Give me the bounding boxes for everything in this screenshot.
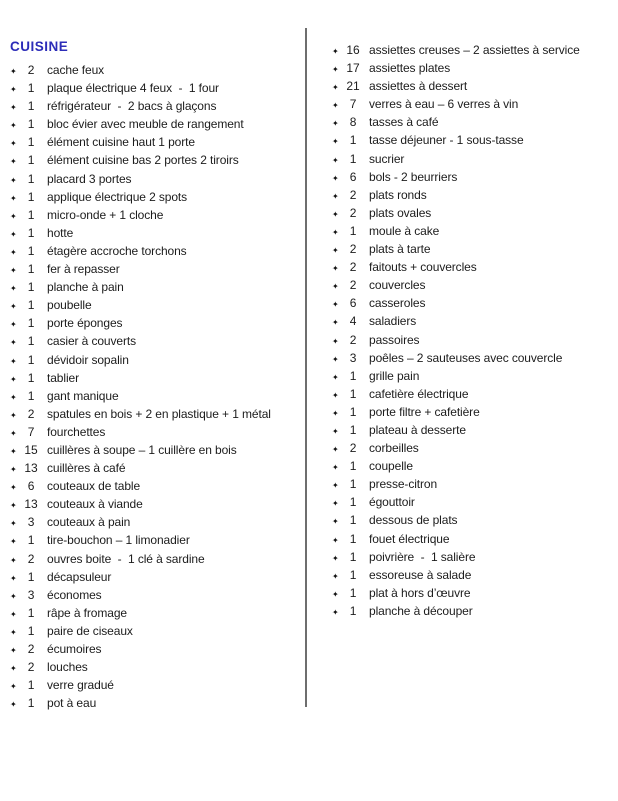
item-quantity: 6	[349, 169, 357, 184]
item-label: décapsuleur	[47, 569, 112, 584]
list-item	[10, 332, 302, 350]
list-item	[332, 602, 612, 620]
item-label: cuillères à soupe – 1 cuillère en bois	[47, 442, 237, 457]
list-item	[10, 115, 302, 133]
bullet-diamond-icon: ✦	[332, 535, 339, 545]
item-label: casier à couverts	[47, 334, 137, 349]
list-item	[332, 222, 612, 240]
item-quantity: 1	[27, 243, 35, 258]
list-item	[10, 296, 302, 314]
bullet-diamond-icon: ✦	[332, 463, 339, 473]
item-quantity: 2	[349, 332, 357, 347]
list-item	[10, 550, 302, 568]
item-quantity: 2	[349, 278, 357, 293]
item-quantity: 1	[349, 422, 357, 437]
item-quantity: 1	[27, 334, 35, 349]
item-label: poubelle	[47, 298, 92, 313]
item-label: saladiers	[369, 314, 417, 329]
item-quantity: 1	[349, 386, 357, 401]
list-item	[10, 151, 302, 169]
item-quantity: 3	[349, 350, 357, 365]
item-quantity: 13	[24, 461, 38, 476]
bullet-diamond-icon: ✦	[10, 428, 17, 438]
item-label: plaque électrique 4 feux - 1 four	[47, 81, 219, 96]
item-quantity: 2	[349, 441, 357, 456]
item-label: passoires	[369, 332, 420, 347]
item-label: plats ovales	[369, 205, 432, 220]
bullet-diamond-icon: ✦	[10, 211, 17, 221]
bullet-diamond-icon: ✦	[10, 85, 17, 95]
bullet-diamond-icon: ✦	[10, 465, 17, 475]
list-item	[332, 150, 612, 168]
list-item	[10, 61, 302, 79]
bullet-diamond-icon: ✦	[332, 426, 339, 436]
item-quantity: 1	[27, 605, 35, 620]
bullet-diamond-icon: ✦	[10, 302, 17, 312]
item-quantity: 1	[349, 585, 357, 600]
item-quantity: 1	[349, 368, 357, 383]
inventory-list-right	[332, 41, 612, 620]
list-item	[10, 658, 302, 676]
item-label: plats ronds	[369, 187, 427, 202]
item-label: fer à repasser	[47, 262, 120, 277]
list-item	[10, 586, 302, 604]
bullet-diamond-icon: ✦	[10, 284, 17, 294]
list-item	[332, 457, 612, 475]
list-item	[10, 405, 302, 423]
bullet-diamond-icon: ✦	[10, 700, 17, 710]
list-item	[10, 441, 302, 459]
item-label: bols - 2 beurriers	[369, 169, 458, 184]
list-item	[332, 475, 612, 493]
bullet-diamond-icon: ✦	[332, 246, 339, 256]
item-quantity: 1	[349, 603, 357, 618]
list-item	[332, 548, 612, 566]
list-item	[332, 385, 612, 403]
bullet-diamond-icon: ✦	[10, 646, 17, 655]
list-item	[332, 59, 612, 77]
list-item	[332, 95, 612, 113]
list-item	[332, 258, 612, 276]
item-quantity: 1	[349, 404, 357, 419]
item-label: corbeilles	[369, 441, 419, 456]
item-label: verre gradué	[47, 678, 114, 693]
item-label: micro-onde + 1 cloche	[47, 207, 164, 222]
bullet-diamond-icon: ✦	[332, 83, 339, 93]
item-quantity: 1	[27, 298, 35, 313]
item-label: verres à eau – 6 verres à vin	[369, 97, 519, 112]
bullet-diamond-icon: ✦	[10, 338, 17, 348]
bullet-diamond-icon: ✦	[332, 499, 339, 509]
item-label: louches	[47, 660, 88, 675]
item-quantity: 1	[27, 225, 35, 240]
item-quantity: 1	[27, 262, 35, 277]
bullet-diamond-icon: ✦	[332, 227, 339, 237]
item-label: assiettes creuses – 2 assiettes à service	[369, 43, 580, 57]
item-label: égouttoir	[369, 495, 415, 510]
item-label: sucrier	[369, 151, 405, 166]
list-item	[332, 168, 612, 186]
list-item	[10, 278, 302, 296]
list-item	[332, 367, 612, 385]
item-label: élément cuisine bas 2 portes 2 tiroirs	[47, 153, 239, 168]
list-item	[332, 131, 612, 149]
item-quantity: 21	[346, 79, 360, 94]
item-quantity: 1	[349, 133, 357, 148]
bullet-diamond-icon: ✦	[332, 571, 339, 581]
item-quantity: 1	[349, 531, 357, 546]
item-quantity: 1	[27, 696, 35, 711]
list-item	[332, 439, 612, 457]
bullet-diamond-icon: ✦	[10, 410, 17, 420]
item-label: tasse déjeuner - 1 sous-tasse	[369, 133, 524, 148]
item-quantity: 1	[27, 370, 35, 385]
page-title: CUISINE	[10, 39, 69, 54]
item-quantity: 1	[27, 117, 35, 132]
item-quantity: 1	[27, 81, 35, 96]
item-quantity: 4	[349, 314, 357, 329]
item-label: couteaux de table	[47, 479, 141, 494]
item-quantity: 3	[27, 587, 35, 602]
list-item	[332, 113, 612, 131]
bullet-diamond-icon: ✦	[10, 139, 17, 149]
bullet-diamond-icon: ✦	[332, 517, 339, 527]
list-item	[10, 531, 302, 549]
item-quantity: 1	[27, 153, 35, 168]
item-quantity: 1	[27, 388, 35, 403]
item-label: réfrigérateur - 2 bacs à glaçons	[47, 99, 217, 114]
item-label: porte éponges	[47, 316, 123, 331]
bullet-diamond-icon: ✦	[10, 555, 17, 565]
list-item	[332, 584, 612, 602]
item-label: ouvres boite - 1 clé à sardine	[47, 551, 205, 566]
item-quantity: 2	[349, 187, 357, 202]
list-item	[332, 312, 612, 330]
item-label: tasses à café	[369, 115, 439, 130]
item-quantity: 1	[27, 135, 35, 150]
bullet-diamond-icon: ✦	[332, 336, 339, 346]
item-label: poêles – 2 sauteuses avec couvercle	[369, 350, 563, 365]
bullet-diamond-icon: ✦	[10, 266, 17, 276]
item-quantity: 1	[349, 567, 357, 582]
item-quantity: 15	[24, 442, 38, 457]
bullet-diamond-icon: ✦	[332, 209, 339, 219]
bullet-diamond-icon: ✦	[10, 664, 17, 674]
list-item	[10, 369, 302, 387]
item-quantity: 17	[346, 61, 360, 76]
item-label: cuillères à café	[47, 461, 126, 476]
list-item	[10, 79, 302, 97]
bullet-diamond-icon: ✦	[332, 47, 339, 56]
list-item	[10, 314, 302, 332]
item-label: planche à pain	[47, 280, 124, 295]
item-label: assiettes plates	[369, 61, 451, 76]
item-quantity: 1	[349, 223, 357, 238]
list-item	[10, 260, 302, 278]
item-label: planche à découper	[369, 603, 473, 618]
list-item	[332, 493, 612, 511]
item-label: applique électrique 2 spots	[47, 189, 188, 204]
item-quantity: 1	[27, 171, 35, 186]
item-quantity: 7	[349, 97, 357, 112]
list-item	[332, 511, 612, 529]
item-quantity: 1	[349, 459, 357, 474]
bullet-diamond-icon: ✦	[332, 137, 339, 147]
bullet-diamond-icon: ✦	[10, 121, 17, 131]
bullet-diamond-icon: ✦	[332, 589, 339, 599]
bullet-diamond-icon: ✦	[332, 553, 339, 563]
bullet-diamond-icon: ✦	[332, 481, 339, 491]
bullet-diamond-icon: ✦	[332, 607, 339, 617]
item-label: placard 3 portes	[47, 171, 132, 186]
bullet-diamond-icon: ✦	[332, 191, 339, 201]
list-item	[332, 204, 612, 222]
item-label: fourchettes	[47, 424, 106, 439]
item-label: faitouts + couvercles	[369, 260, 477, 275]
list-item	[10, 568, 302, 586]
item-quantity: 1	[27, 678, 35, 693]
item-label: grille pain	[369, 368, 420, 383]
list-item	[10, 206, 302, 224]
list-item	[10, 242, 302, 260]
list-item	[332, 403, 612, 421]
item-label: bloc évier avec meuble de rangement	[47, 117, 244, 132]
item-quantity: 1	[27, 533, 35, 548]
list-item	[10, 640, 302, 658]
item-quantity: 2	[349, 260, 357, 275]
list-item	[332, 566, 612, 584]
item-quantity: 16	[346, 43, 360, 57]
item-label: cafetière électrique	[369, 386, 469, 401]
item-label: moule à cake	[369, 223, 440, 238]
list-item	[332, 530, 612, 548]
bullet-diamond-icon: ✦	[332, 390, 339, 400]
item-label: plats à tarte	[369, 242, 431, 257]
bullet-diamond-icon: ✦	[10, 446, 17, 456]
item-label: dévidoir sopalin	[47, 352, 129, 367]
bullet-diamond-icon: ✦	[10, 501, 17, 511]
list-item	[332, 186, 612, 204]
item-quantity: 6	[27, 479, 35, 494]
item-quantity: 2	[27, 660, 35, 675]
list-item	[332, 276, 612, 294]
bullet-diamond-icon: ✦	[332, 65, 339, 75]
bullet-diamond-icon: ✦	[10, 573, 17, 583]
item-label: assiettes à dessert	[369, 79, 468, 94]
bullet-diamond-icon: ✦	[10, 609, 17, 619]
item-label: râpe à fromage	[47, 605, 127, 620]
bullet-diamond-icon: ✦	[10, 374, 17, 384]
bullet-diamond-icon: ✦	[10, 247, 17, 257]
list-item	[10, 387, 302, 405]
list-item	[10, 459, 302, 477]
item-quantity: 3	[27, 515, 35, 530]
item-quantity: 2	[349, 242, 357, 257]
item-label: couteaux à viande	[47, 497, 143, 512]
item-label: écumoires	[47, 642, 102, 656]
item-label: presse-citron	[369, 477, 438, 492]
item-label: tire-bouchon – 1 limonadier	[47, 533, 190, 548]
bullet-diamond-icon: ✦	[332, 173, 339, 183]
list-item	[10, 676, 302, 694]
bullet-diamond-icon: ✦	[10, 320, 17, 330]
item-label: étagère accroche torchons	[47, 243, 187, 258]
list-item	[10, 170, 302, 188]
list-item	[332, 349, 612, 367]
item-quantity: 1	[27, 189, 35, 204]
column-divider-line	[305, 28, 307, 707]
item-label: dessous de plats	[369, 513, 458, 528]
item-quantity: 1	[27, 207, 35, 222]
list-item	[10, 133, 302, 151]
item-quantity: 7	[27, 424, 35, 439]
bullet-diamond-icon: ✦	[332, 282, 339, 292]
list-item	[332, 41, 612, 59]
list-item	[332, 77, 612, 95]
item-quantity: 2	[349, 205, 357, 220]
item-label: spatules en bois + 2 en plastique + 1 métal	[47, 406, 271, 421]
list-item	[10, 477, 302, 495]
item-label: hotte	[47, 225, 74, 240]
item-label: paire de ciseaux	[47, 623, 133, 638]
bullet-diamond-icon: ✦	[332, 119, 339, 129]
list-item	[332, 331, 612, 349]
item-label: casseroles	[369, 296, 426, 311]
item-quantity: 1	[27, 280, 35, 295]
bullet-diamond-icon: ✦	[10, 483, 17, 493]
list-item	[10, 351, 302, 369]
item-label: cache feux	[47, 63, 105, 77]
bullet-diamond-icon: ✦	[10, 193, 17, 203]
bullet-diamond-icon: ✦	[10, 175, 17, 185]
list-item	[10, 188, 302, 206]
bullet-diamond-icon: ✦	[332, 372, 339, 382]
inventory-list-left	[10, 61, 302, 712]
bullet-diamond-icon: ✦	[332, 354, 339, 364]
list-item	[332, 421, 612, 439]
list-item	[10, 604, 302, 622]
bullet-diamond-icon: ✦	[332, 101, 339, 111]
item-label: tablier	[47, 370, 79, 385]
bullet-diamond-icon: ✦	[332, 300, 339, 310]
item-label: poivrière - 1 salière	[369, 549, 476, 564]
item-label: plateau à desserte	[369, 422, 466, 437]
item-label: plat à hors d’œuvre	[369, 585, 471, 600]
item-quantity: 1	[27, 352, 35, 367]
item-label: coupelle	[369, 459, 413, 474]
item-label: élément cuisine haut 1 porte	[47, 135, 195, 150]
list-item	[10, 423, 302, 441]
item-quantity: 1	[349, 477, 357, 492]
item-label: porte filtre + cafetière	[369, 404, 480, 419]
item-label: couteaux à pain	[47, 515, 131, 530]
item-quantity: 1	[349, 495, 357, 510]
item-quantity: 13	[24, 497, 38, 512]
item-quantity: 1	[349, 151, 357, 166]
item-label: essoreuse à salade	[369, 567, 472, 582]
list-item	[332, 294, 612, 312]
item-quantity: 1	[27, 569, 35, 584]
bullet-diamond-icon: ✦	[10, 537, 17, 547]
item-quantity: 6	[349, 296, 357, 311]
item-quantity: 2	[27, 642, 35, 656]
bullet-diamond-icon: ✦	[10, 67, 17, 76]
item-label: économes	[47, 587, 102, 602]
item-quantity: 2	[27, 63, 35, 77]
item-label: pot à eau	[47, 696, 97, 711]
item-label: couvercles	[369, 278, 426, 293]
bullet-diamond-icon: ✦	[332, 155, 339, 165]
item-quantity: 2	[27, 406, 35, 421]
list-item	[10, 513, 302, 531]
list-item	[10, 495, 302, 513]
item-quantity: 1	[27, 623, 35, 638]
bullet-diamond-icon: ✦	[10, 591, 17, 601]
list-item	[10, 622, 302, 640]
bullet-diamond-icon: ✦	[10, 103, 17, 113]
bullet-diamond-icon: ✦	[10, 682, 17, 692]
item-quantity: 1	[27, 316, 35, 331]
bullet-diamond-icon: ✦	[10, 356, 17, 366]
item-quantity: 8	[349, 115, 357, 130]
item-quantity: 1	[27, 99, 35, 114]
bullet-diamond-icon: ✦	[10, 229, 17, 239]
bullet-diamond-icon: ✦	[10, 519, 17, 529]
list-item	[10, 224, 302, 242]
bullet-diamond-icon: ✦	[10, 392, 17, 402]
item-quantity: 1	[349, 513, 357, 528]
bullet-diamond-icon: ✦	[332, 408, 339, 418]
item-quantity: 1	[349, 549, 357, 564]
item-label: gant manique	[47, 388, 119, 403]
bullet-diamond-icon: ✦	[332, 445, 339, 455]
bullet-diamond-icon: ✦	[10, 157, 17, 167]
item-label: fouet électrique	[369, 531, 450, 546]
bullet-diamond-icon: ✦	[332, 264, 339, 274]
list-item	[332, 240, 612, 258]
item-quantity: 2	[27, 551, 35, 566]
bullet-diamond-icon: ✦	[332, 318, 339, 328]
bullet-diamond-icon: ✦	[10, 627, 17, 637]
list-item	[10, 97, 302, 115]
list-item	[10, 694, 302, 712]
